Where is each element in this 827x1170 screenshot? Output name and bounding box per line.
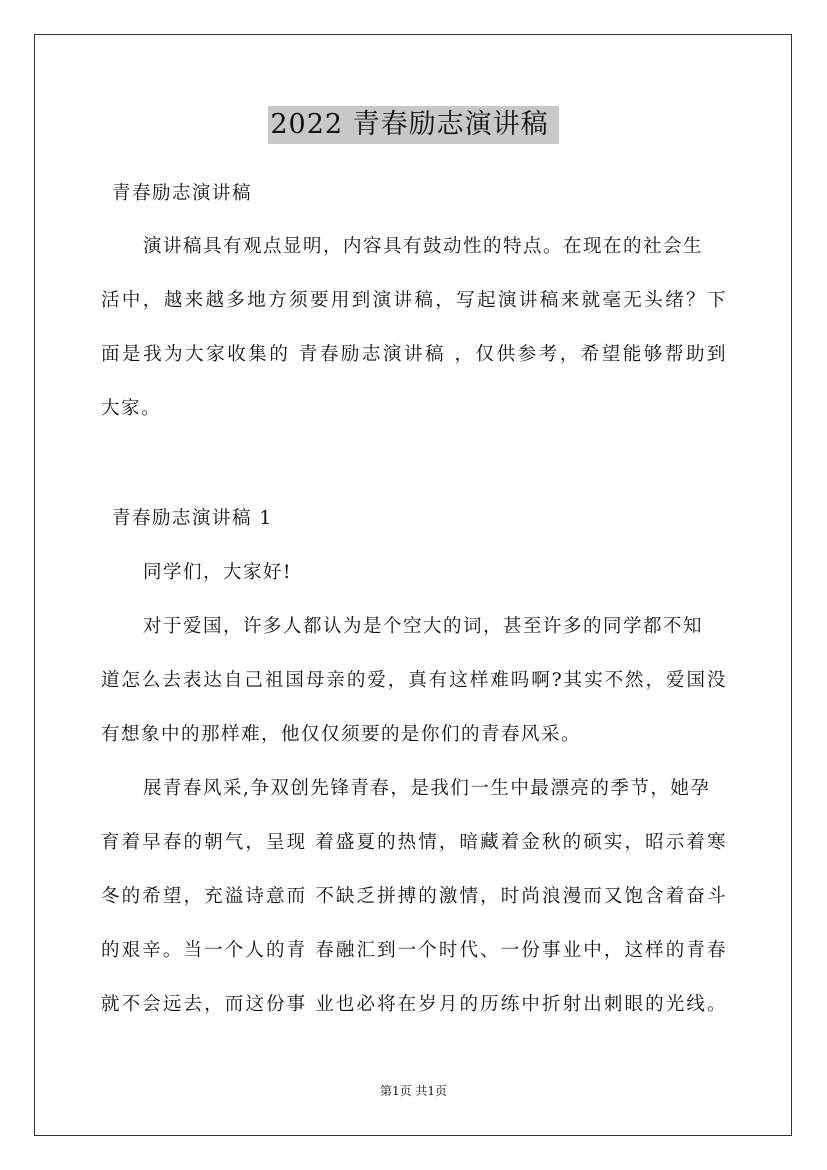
paragraph-line: 的艰辛。当一个人的青 春融汇到一个时代、一份事业中，这样的青春 bbox=[101, 940, 727, 961]
document-title-text: 2022 青春励志演讲稿 bbox=[268, 106, 558, 144]
paragraph-line: 面是我为大家收集的 青春励志演讲稿 ，仅供参考，希望能够帮助到 bbox=[101, 344, 727, 365]
paragraph-line: 大家。 bbox=[101, 398, 162, 419]
paragraph-line: 活中，越来越多地方须要用到演讲稿，写起演讲稿来就毫无头绪？下 bbox=[101, 290, 727, 311]
paragraph-line: 冬的希望，充溢诗意而 不缺乏拼搏的激情，时尚浪漫而又饱含着奋斗 bbox=[101, 886, 727, 907]
paragraph-line: 展青春风采,争双创先锋青春，是我们一生中最漂亮的季节，她孕 bbox=[143, 778, 711, 799]
paragraph-line: 演讲稿具有观点显明，内容具有鼓动性的特点。在现在的社会生 bbox=[143, 236, 704, 257]
paragraph-line: 就不会远去，而这份事 业也必将在岁月的历练中折射出刺眼的光线。 bbox=[101, 994, 727, 1015]
section-heading: 青春励志演讲稿 1 bbox=[112, 508, 273, 529]
paragraph-line: 道怎么去表达自己祖国母亲的爱，真有这样难吗啊?其实不然，爱国没 bbox=[101, 670, 727, 691]
paragraph-line: 对于爱国，许多人都认为是个空大的词，甚至许多的同学都不知 bbox=[143, 616, 704, 637]
page-number: 第1页 共1页 bbox=[379, 1084, 448, 1098]
greeting-line: 同学们，大家好! bbox=[143, 562, 292, 583]
document-title bbox=[0, 103, 827, 144]
subtitle-line: 青春励志演讲稿 bbox=[112, 183, 253, 204]
paragraph-line: 育着早春的朝气，呈现 着盛夏的热情，暗藏着金秋的硕实，昭示着寒 bbox=[101, 832, 727, 853]
paragraph-line: 有想象中的那样难，他仅仅须要的是你们的青春风采。 bbox=[101, 724, 582, 745]
